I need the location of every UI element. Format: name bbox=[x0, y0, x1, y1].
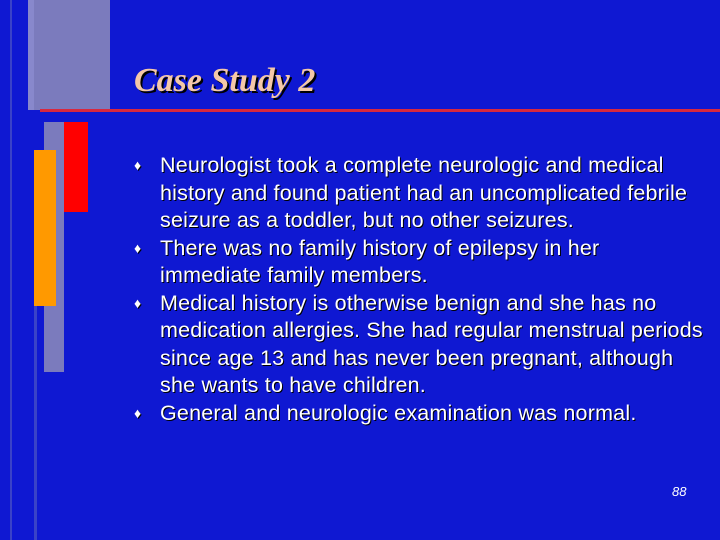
bullet-text: There was no family history of epilepsy in her immediate family members. bbox=[160, 235, 600, 287]
title-divider bbox=[40, 109, 720, 112]
diamond-bullet-icon: ♦ bbox=[134, 294, 142, 311]
diamond-bullet-icon: ♦ bbox=[134, 239, 142, 256]
decor-gray-block-top bbox=[28, 0, 110, 110]
bullet-item bbox=[134, 152, 704, 235]
bullet-item bbox=[134, 235, 704, 290]
decor-vertical-line-lower bbox=[34, 306, 37, 540]
bullet-text: Medical history is otherwise benign and she has no medication allergies. She had regular menstrual periods since age 13 and has never been pregnant, although she wants to have children. bbox=[160, 290, 703, 397]
diamond-bullet-icon: ♦ bbox=[134, 404, 142, 421]
bullet-text: Neurologist took a complete neurologic and medical history and found patient had an uncomplicated febrile seizure as a toddler, but no other seizures. bbox=[160, 153, 688, 232]
decor-orange-strip bbox=[34, 150, 56, 306]
slide-title: Case Study 2 bbox=[134, 62, 316, 99]
page-number: 88 bbox=[672, 484, 687, 499]
diamond-bullet-icon: ♦ bbox=[134, 157, 142, 173]
bullet-item bbox=[134, 400, 704, 428]
bullet-list bbox=[134, 152, 704, 427]
bullet-item bbox=[134, 290, 704, 400]
decor-gray-strip-top bbox=[28, 0, 34, 110]
decor-vertical-line-left bbox=[10, 0, 12, 540]
bullet-text: General and neurologic examination was normal. bbox=[160, 400, 637, 425]
